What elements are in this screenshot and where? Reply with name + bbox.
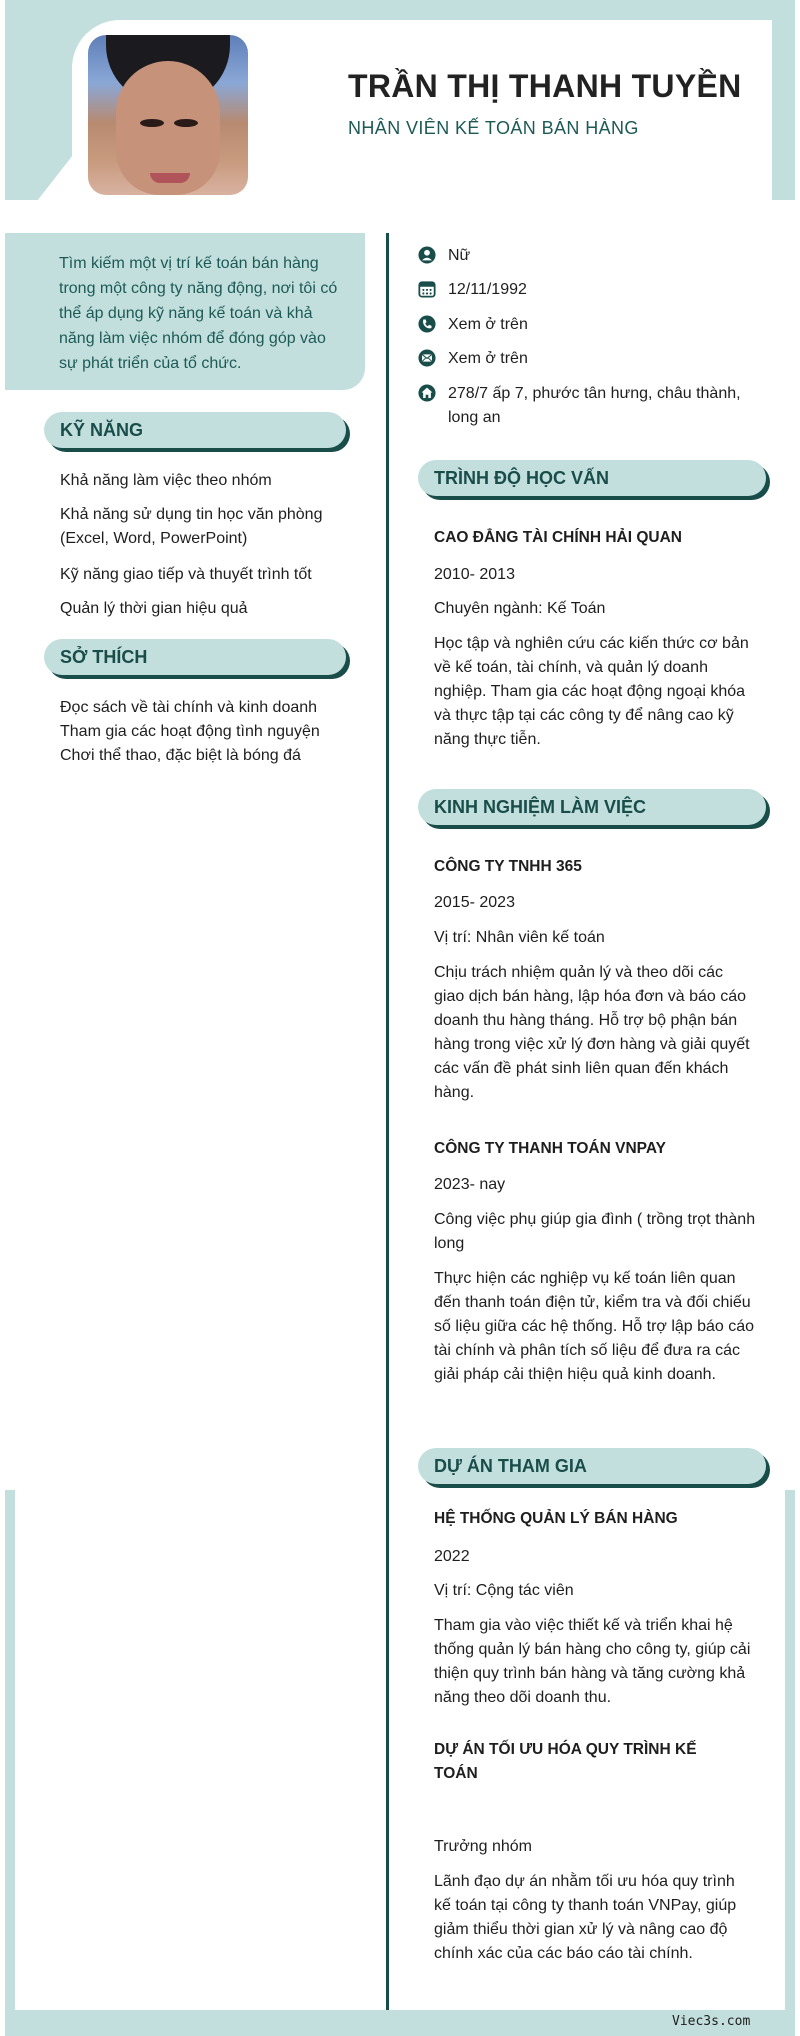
career-objective: Tìm kiếm một vị trí kế toán bán hàng trong một công ty năng động, nơi tôi có thể áp dụng kỹ năng kế toán và khả năng làm việc nhóm để đóng góp vào sự phát triển của tổ chức. bbox=[5, 233, 365, 390]
skill-item: Khả năng sử dụng tin học văn phòng (Excel, Word, PowerPoint) bbox=[60, 506, 323, 547]
footer-band-left bbox=[5, 1490, 15, 2036]
project-period: 2022 bbox=[434, 1548, 470, 1565]
section-heading-hobbies: SỞ THÍCH bbox=[44, 639, 346, 675]
education-school: CAO ĐẲNG TÀI CHÍNH HẢI QUAN bbox=[434, 529, 682, 546]
user-icon bbox=[418, 246, 436, 264]
project-role: Vị trí: Cộng tác viên bbox=[434, 1582, 574, 1599]
education-period: 2010- 2013 bbox=[434, 566, 515, 583]
profile-photo bbox=[88, 35, 248, 195]
project-description: Tham gia vào việc thiết kế và triển khai hệ thống quản lý bán hàng cho công ty, giúp cải thiện quy trình bán hàng và tăng cường khả năng theo dõi doanh thu. bbox=[434, 1617, 751, 1706]
project-role: Trưởng nhóm bbox=[434, 1838, 532, 1855]
project-description: Lãnh đạo dự án nhằm tối ưu hóa quy trình kế toán tại công ty thanh toán VNPay, giúp giảm thiểu thời gian xử lý và nâng cao độ chính xác của các báo cáo tài chính. bbox=[434, 1873, 737, 1962]
photo-mouth bbox=[150, 173, 190, 183]
job-company: CÔNG TY THANH TOÁN VNPAY bbox=[434, 1140, 666, 1157]
education-description: Học tập và nghiên cứu các kiến thức cơ bản về kế toán, tài chính, và quản lý doanh nghiệp. Tham gia các hoạt động ngoại khóa và thực tập tại các công ty để nâng cao kỹ năng thực tiễn. bbox=[434, 635, 749, 748]
candidate-name: TRẦN THỊ THANH TUYỀN bbox=[348, 68, 742, 104]
column-divider bbox=[386, 233, 389, 2019]
watermark-text: Viec3s.com bbox=[672, 2014, 751, 2029]
job-period: 2023- nay bbox=[434, 1176, 506, 1193]
job-position: Vị trí: Nhân viên kế toán bbox=[434, 929, 605, 946]
job-position: Công việc phụ giúp gia đình ( trồng trọt thành long bbox=[434, 1211, 756, 1252]
section-heading-skills: KỸ NĂNG bbox=[44, 412, 346, 448]
section-heading-projects: DỰ ÁN THAM GIA bbox=[418, 1448, 766, 1484]
section-heading-experience: KINH NGHIỆM LÀM VIỆC bbox=[418, 789, 766, 825]
email-text: Xem ở trên bbox=[448, 350, 528, 367]
job-description: Thực hiện các nghiệp vụ kế toán liên quan đến thanh toán điện tử, kiểm tra và đối chiếu số liệu giữa các hệ thống. Hỗ trợ lập báo cáo tài chính và phân tích số liệu để đưa ra các giải pháp cải thiện hiệu quả kinh doanh. bbox=[434, 1270, 755, 1383]
education-major: Chuyên ngành: Kế Toán bbox=[434, 600, 606, 617]
section-heading-education: TRÌNH ĐỘ HỌC VẤN bbox=[418, 460, 766, 496]
job-description: Chịu trách nhiệm quản lý và theo dõi các giao dịch bán hàng, lập hóa đơn và báo cáo doanh thu hàng tháng. Hỗ trợ bộ phận bán hàng trong việc xử lý đơn hàng và giải quyết các vấn đề phát sinh liên quan đến khách hàng. bbox=[434, 964, 750, 1101]
footer-band-right bbox=[785, 1490, 795, 2036]
skill-item: Khả năng làm việc theo nhóm bbox=[60, 472, 272, 489]
hobby-item: Tham gia các hoạt động tình nguyện bbox=[60, 723, 320, 740]
hobby-item: Đọc sách về tài chính và kinh doanh bbox=[60, 699, 318, 716]
job-period: 2015- 2023 bbox=[434, 894, 515, 911]
photo-eye bbox=[174, 119, 198, 127]
project-name: DỰ ÁN TỐI ƯU HÓA QUY TRÌNH KẾ TOÁN bbox=[434, 1741, 697, 1782]
hobby-item: Chơi thể thao, đặc biệt là bóng đá bbox=[60, 747, 301, 764]
calendar-icon bbox=[418, 280, 436, 298]
gender-text: Nữ bbox=[448, 247, 471, 264]
skill-item: Quản lý thời gian hiệu quả bbox=[60, 600, 248, 617]
email-icon bbox=[418, 349, 436, 367]
photo-eye bbox=[140, 119, 164, 127]
home-icon bbox=[418, 384, 436, 402]
job-company: CÔNG TY TNHH 365 bbox=[434, 858, 582, 875]
project-name: HỆ THỐNG QUẢN LÝ BÁN HÀNG bbox=[434, 1510, 678, 1527]
skill-item: Kỹ năng giao tiếp và thuyết trình tốt bbox=[60, 566, 312, 583]
address-text: 278/7 ấp 7, phước tân hưng, châu thành, long an bbox=[448, 385, 741, 426]
phone-text: Xem ở trên bbox=[448, 316, 528, 333]
birthday-text: 12/11/1992 bbox=[448, 281, 527, 298]
candidate-title: NHÂN VIÊN KẾ TOÁN BÁN HÀNG bbox=[348, 118, 639, 138]
phone-icon bbox=[418, 315, 436, 333]
